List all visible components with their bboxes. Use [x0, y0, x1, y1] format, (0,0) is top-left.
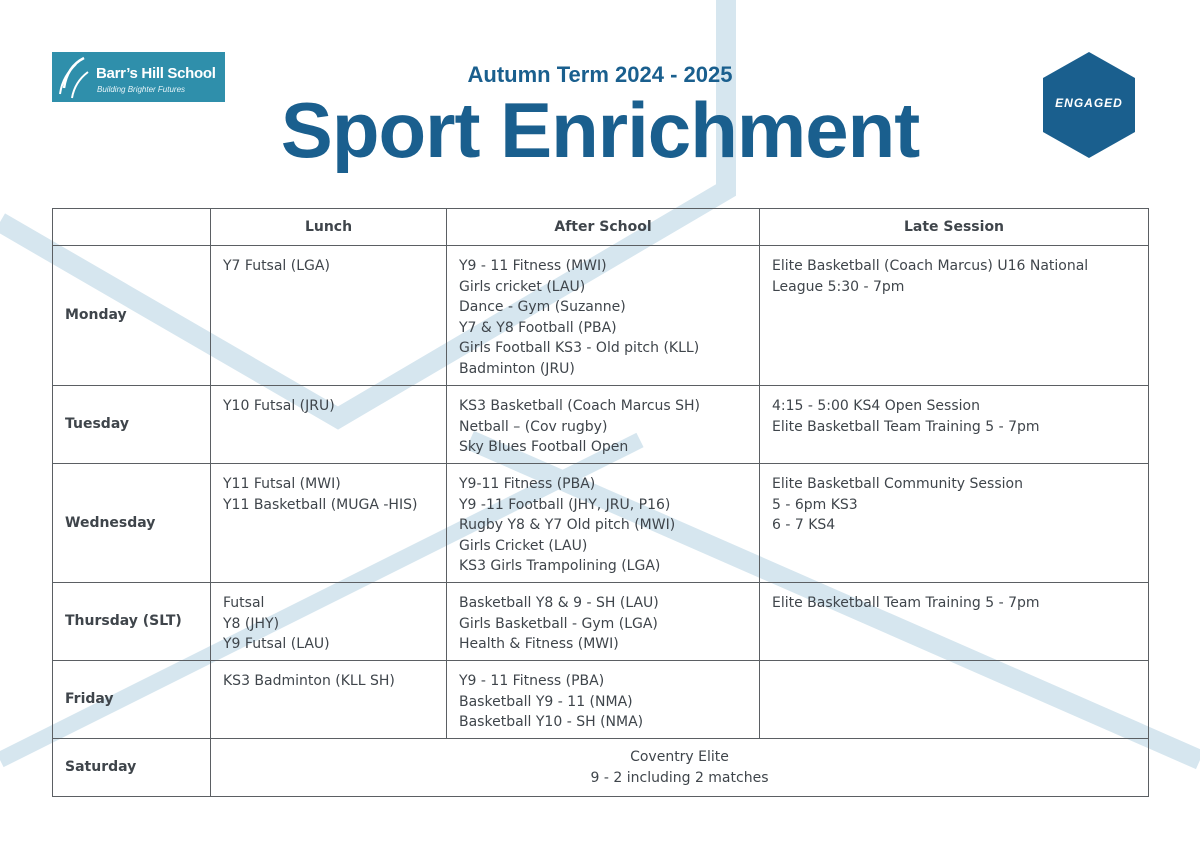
activity-item: Y11 Futsal (MWI)	[223, 476, 341, 492]
day-label: Friday	[53, 661, 211, 739]
activity-item: Futsal	[223, 595, 265, 611]
header-after-school: After School	[447, 209, 760, 246]
lunch-cell	[211, 386, 447, 464]
activity-item: Y11 Basketball (MUGA -HIS)	[223, 496, 418, 513]
activity-item: Basketball Y8 & 9 - SH (LAU)	[459, 595, 659, 611]
day-label: Saturday	[53, 739, 211, 797]
late-session-cell	[760, 464, 1149, 583]
late-session-cell	[760, 246, 1149, 386]
activity-item: Girls cricket (LAU)	[459, 278, 586, 295]
late-session-cell	[760, 386, 1149, 464]
day-label: Wednesday	[53, 464, 211, 583]
lunch-cell	[211, 246, 447, 386]
activity-item: Sky Blues Football Open	[459, 439, 629, 455]
activity-item: Basketball Y9 - 11 (NMA)	[459, 693, 633, 710]
late-session-cell	[760, 661, 1149, 739]
activity-item: KS3 Girls Trampolining (LGA)	[459, 558, 661, 574]
table-row	[53, 464, 1149, 583]
header-late-session: Late Session	[760, 209, 1149, 246]
activity-item: Health & Fitness (MWI)	[459, 636, 619, 652]
activity-item: Girls Basketball - Gym (LGA)	[459, 615, 658, 632]
activity-item: Coventry Elite	[630, 749, 729, 765]
table-row	[53, 246, 1149, 386]
after-school-cell	[447, 464, 760, 583]
school-tagline: Building Brighter Futures	[97, 85, 186, 94]
badge-label: ENGAGED	[1055, 96, 1123, 110]
activity-item: Elite Basketball Community Session	[772, 476, 1023, 492]
activity-item: Elite Basketball Team Training 5 - 7pm	[772, 595, 1040, 611]
activity-item: Basketball Y10 - SH (NMA)	[459, 714, 644, 730]
activity-item: Y7 & Y8 Football (PBA)	[459, 319, 617, 336]
activity-item: 5 - 6pm KS3	[772, 496, 858, 513]
day-label: Monday	[53, 246, 211, 386]
school-name: Barr’s Hill School	[96, 65, 216, 82]
after-school-cell	[447, 583, 760, 661]
activity-item: 9 - 2 including 2 matches	[590, 769, 769, 786]
after-school-cell	[447, 661, 760, 739]
activity-item: Rugby Y8 & Y7 Old pitch (MWI)	[459, 517, 676, 533]
term-subtitle: Autumn Term 2024 - 2025	[467, 62, 733, 87]
activity-item: Elite Basketball (Coach Marcus) U16 National	[772, 258, 1089, 274]
late-session-cell	[760, 583, 1149, 661]
day-label: Thursday (SLT)	[53, 583, 211, 661]
activity-item: Netball – (Cov rugby)	[459, 418, 608, 435]
activity-item: Y9 - 11 Fitness (PBA)	[459, 673, 605, 689]
activity-item: 6 - 7 KS4	[772, 517, 836, 533]
table-row	[53, 386, 1149, 464]
lunch-cell	[211, 464, 447, 583]
activity-item: Girls Cricket (LAU)	[459, 537, 588, 554]
activity-item: Y9 Futsal (LAU)	[223, 636, 330, 652]
saturday-activity-cell	[211, 739, 1149, 797]
header-day	[53, 209, 211, 246]
activity-item: Y9 - 11 Fitness (MWI)	[459, 258, 607, 274]
activity-item: Y7 Futsal (LGA)	[223, 258, 330, 274]
activity-item: KS3 Badminton (KLL SH)	[223, 673, 395, 689]
activity-item: League 5:30 - 7pm	[772, 278, 905, 295]
schedule-table	[52, 208, 1149, 797]
day-label: Tuesday	[53, 386, 211, 464]
header-lunch: Lunch	[211, 209, 447, 246]
activity-item: Y8 (JHY)	[223, 615, 280, 632]
activity-item: Badminton (JRU)	[459, 360, 575, 377]
activity-item: Y9 -11 Football (JHY, JRU, P16)	[459, 496, 671, 513]
table-row-saturday	[53, 739, 1149, 797]
table-row	[53, 661, 1149, 739]
table-row	[53, 583, 1149, 661]
activity-item: 4:15 - 5:00 KS4 Open Session	[772, 398, 980, 414]
lunch-cell	[211, 661, 447, 739]
schedule-body	[53, 246, 1149, 797]
activity-item: KS3 Basketball (Coach Marcus SH)	[459, 398, 701, 414]
activity-item: Elite Basketball Team Training 5 - 7pm	[772, 418, 1040, 435]
engaged-badge	[1040, 50, 1138, 160]
activity-item: Y9-11 Fitness (PBA)	[459, 476, 596, 492]
activity-item: Y10 Futsal (JRU)	[223, 398, 335, 414]
activity-item: Dance - Gym (Suzanne)	[459, 299, 626, 315]
table-header-row	[53, 209, 1149, 246]
after-school-cell	[447, 246, 760, 386]
activity-item: Girls Football KS3 - Old pitch (KLL)	[459, 340, 700, 356]
lunch-cell	[211, 583, 447, 661]
page-title: Sport Enrichment	[280, 86, 920, 174]
after-school-cell	[447, 386, 760, 464]
